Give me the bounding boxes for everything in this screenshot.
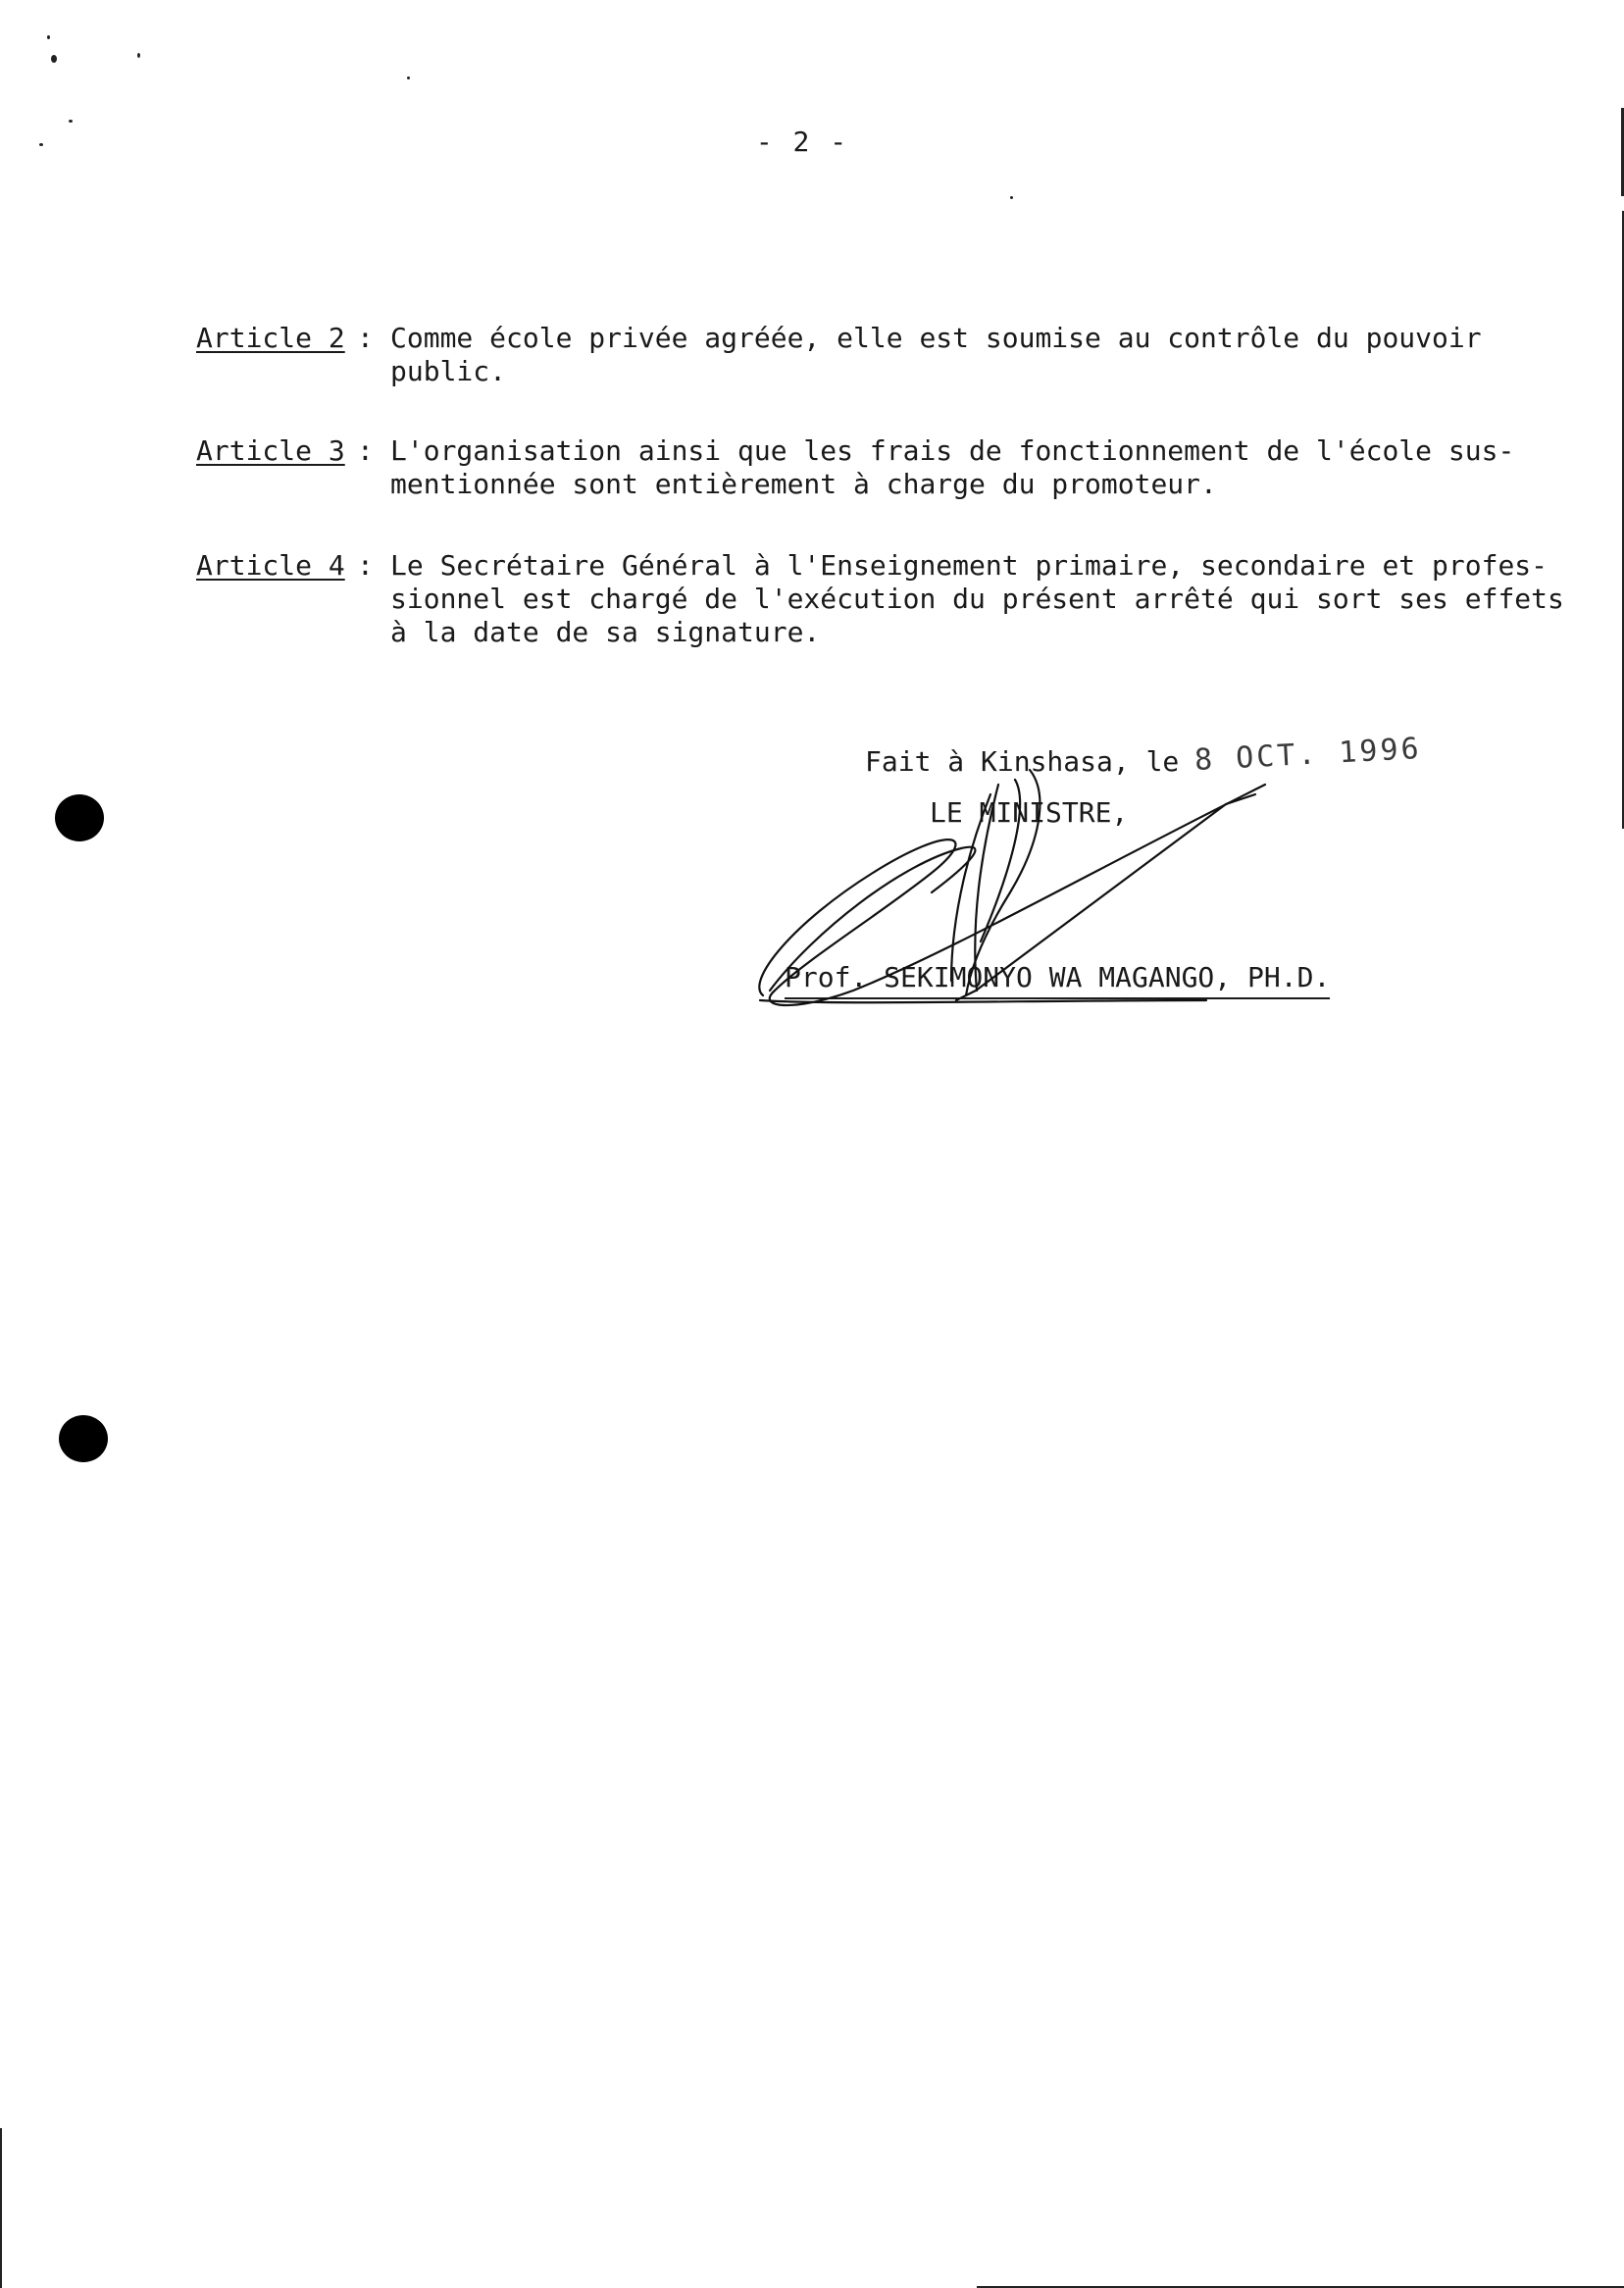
scan-speck — [51, 55, 57, 63]
scan-speck — [39, 143, 43, 146]
article-text: Comme école privée agréée, elle est soumise au contrôle du pouvoir public. — [390, 322, 1482, 387]
article-text: L'organisation ainsi que les frais de fonctionnement de l'école sus- mentionnée sont entièrement à charge du promoteur. — [390, 434, 1515, 500]
scan-edge-mark — [0, 2128, 2, 2288]
article-text: Le Secrétaire Général à l'Enseignement primaire, secondaire et profes- sionnel est chargé de l'exécution du présent arrêté qui sort ses effets à la date de sa signature. — [390, 549, 1564, 648]
scan-speck — [1010, 196, 1013, 199]
page-number: - 2 - — [755, 126, 849, 158]
date-stamp: 8 OCT. 1996 — [1193, 731, 1423, 779]
scan-speck — [407, 76, 410, 79]
article-label: Article 4 — [196, 549, 345, 582]
punch-hole — [55, 794, 104, 841]
article-label: Article 3 — [196, 434, 345, 467]
signatory-name: Prof. SEKIMONYO WA MAGANGO, PH.D. — [785, 961, 1330, 999]
scan-speck — [137, 53, 140, 58]
place-and-date: Fait à Kinshasa, le — [865, 745, 1180, 778]
signatory-title: LE MINISTRE, — [930, 796, 1129, 829]
scan-speck — [47, 35, 50, 39]
article-colon: : — [357, 549, 374, 582]
article-colon: : — [357, 322, 374, 354]
punch-hole — [59, 1415, 108, 1462]
scan-speck — [69, 120, 73, 123]
article-colon: : — [357, 434, 374, 467]
article-label: Article 2 — [196, 322, 345, 354]
